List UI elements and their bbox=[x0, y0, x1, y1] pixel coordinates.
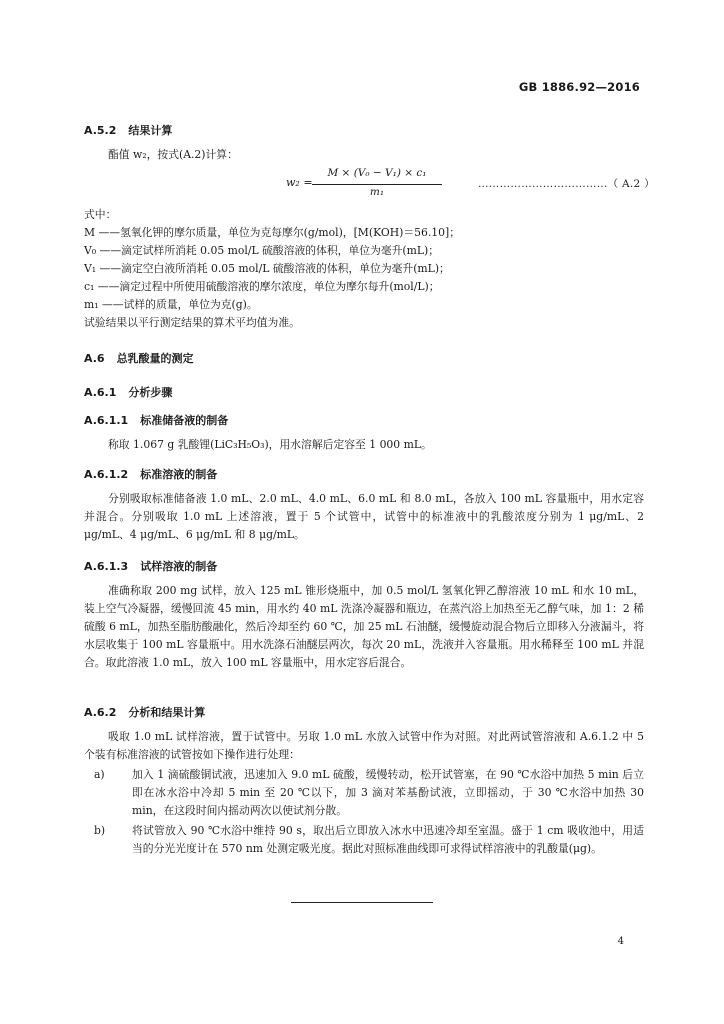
formula-lhs: w₂ = bbox=[286, 176, 313, 189]
section-title: 标准溶液的制备 bbox=[140, 468, 218, 481]
formula-fraction bbox=[312, 167, 442, 198]
section-title: 分析步骤 bbox=[128, 386, 173, 399]
result-note: 试验结果以平行测定结果的算术平均值为准。 bbox=[84, 316, 300, 329]
section-heading-a613 bbox=[84, 558, 217, 574]
section-number: A.6.1.2 bbox=[84, 468, 129, 481]
section-number: A.6.2 bbox=[84, 706, 117, 719]
list-item bbox=[84, 766, 644, 820]
list-item bbox=[84, 822, 644, 858]
section-title: 标准储备液的制备 bbox=[140, 414, 229, 427]
paragraph-a62: 吸取 1.0 mL 试样溶液，置于试管中。另取 1.0 mL 水放入试管中作为对照。对此两试管溶液和 A.6.1.2 中 5 个装有标准溶液的试管按如下操作进行处理： bbox=[84, 730, 644, 761]
variable-def-v1: V₁ ——滴定空白液所消耗 0.05 mol/L 硫酸溶液的体积，单位为毫升(mL)； bbox=[84, 262, 450, 275]
section-heading-a612 bbox=[84, 466, 217, 482]
where-label: 式中： bbox=[84, 208, 117, 221]
list-marker: b) bbox=[94, 824, 106, 837]
fraction-bar bbox=[312, 184, 442, 185]
standard-code: GB 1886.92—2016 bbox=[518, 80, 640, 94]
equation-number: ………………………………（ A.2 ） bbox=[478, 178, 655, 190]
section-heading-a611 bbox=[84, 412, 228, 428]
section-title: 试样溶液的制备 bbox=[140, 560, 218, 573]
section-number: A.6.1.1 bbox=[84, 414, 129, 427]
variable-def-v0: V₀ ——滴定试样所消耗 0.05 mol/L 硫酸溶液的体积，单位为毫升(mL)； bbox=[84, 244, 440, 257]
section-number: A.5.2 bbox=[84, 124, 117, 137]
variable-def-m1: m₁ ——试样的质量，单位为克(g)。 bbox=[84, 298, 258, 311]
section-heading-a52 bbox=[84, 122, 172, 138]
formula-denominator: m₁ bbox=[369, 186, 385, 198]
variable-def-c1: c₁ ——滴定过程中所使用硫酸溶液的摩尔浓度，单位为摩尔每升(mol/L)； bbox=[84, 280, 440, 293]
list-item-text: 将试管放入 90 ℃水浴中维持 90 s，取出后立即放入冰水中迅速冷却至室温。盛于 1 cm 吸收池中，用适当的分光光度计在 570 nm 处测定吸光度。据此对照标准曲线即可求得试样溶液中的乳酸量(μg)。 bbox=[132, 824, 644, 855]
list-marker: a) bbox=[94, 768, 105, 781]
page-number: 4 bbox=[617, 936, 624, 947]
paragraph-a611: 称取 1.067 g 乳酸锂(LiC₃H₅O₃)，用水溶解后定容至 1 000 mL。 bbox=[108, 438, 432, 451]
formula-intro: 酯值 w₂，按式(A.2)计算： bbox=[108, 148, 238, 161]
section-number: A.6 bbox=[84, 352, 105, 365]
section-heading-a62 bbox=[84, 704, 205, 720]
section-number: A.6.1.3 bbox=[84, 560, 129, 573]
list-item-text: 加入 1 滴硫酸铜试液，迅速加入 9.0 mL 硫酸，缓慢转动，松开试管塞，在 90 ℃水浴中加热 5 min 后立即在冰水浴中冷却 5 min 至 20 ℃以下，加 3 滴对苯基酚试液，立即摇动，于 30 ℃水浴中加热 30 min，在这段时间内摇动两次以使试剂分散。 bbox=[132, 768, 644, 817]
paragraph-a612: 分别吸取标准储备液 1.0 mL、2.0 mL、4.0 mL、6.0 mL 和 8.0 mL，各放入 100 mL 容量瓶中，用水定容并混合。分别吸取 1.0 mL 上述溶液，置于 5 个试管中，试管中的标准液中的乳酸浓度分别为 1 μg/mL、2 μg/mL、4 μg/mL、6 μg/mL 和 8 μg/mL。 bbox=[84, 492, 644, 541]
variable-def-m: M ——氢氧化钾的摩尔质量，单位为克每摩尔(g/mol)，[M(KOH)＝56.10]； bbox=[84, 226, 461, 239]
section-title: 结果计算 bbox=[128, 124, 173, 137]
section-heading-a61 bbox=[84, 384, 172, 400]
section-title: 总乳酸量的测定 bbox=[116, 352, 194, 365]
section-title: 分析和结果计算 bbox=[128, 706, 206, 719]
formula-numerator: M × (V₀ − V₁) × c₁ bbox=[327, 167, 427, 179]
paragraph-a613: 准确称取 200 mg 试样，放入 125 mL 锥形烧瓶中，加 0.5 mol/L 氢氧化钾乙醇溶液 10 mL 和水 10 mL，装上空气冷凝器，缓慢回流 45 min，用水约 40 mL 洗涤冷凝器和瓶边，在蒸汽浴上加热至无乙醇气味，加 1：2 稀硫酸 6 mL，加热至脂肪酸融化，然后冷却至约 60 ℃，加 25 mL 石油醚，缓慢旋动混合物后立即移入分液漏斗，将水层收集于 100 mL 容量瓶中。用水洗涤石油醚层两次，每次 20 mL，洗液并入容量瓶。用水稀释至 100 mL 并混合。取此溶液 1.0 mL，放入 100 mL 容量瓶中，用水定容后混合。 bbox=[84, 584, 644, 669]
section-heading-a6 bbox=[84, 350, 194, 366]
end-rule bbox=[291, 902, 433, 903]
section-number: A.6.1 bbox=[84, 386, 117, 399]
